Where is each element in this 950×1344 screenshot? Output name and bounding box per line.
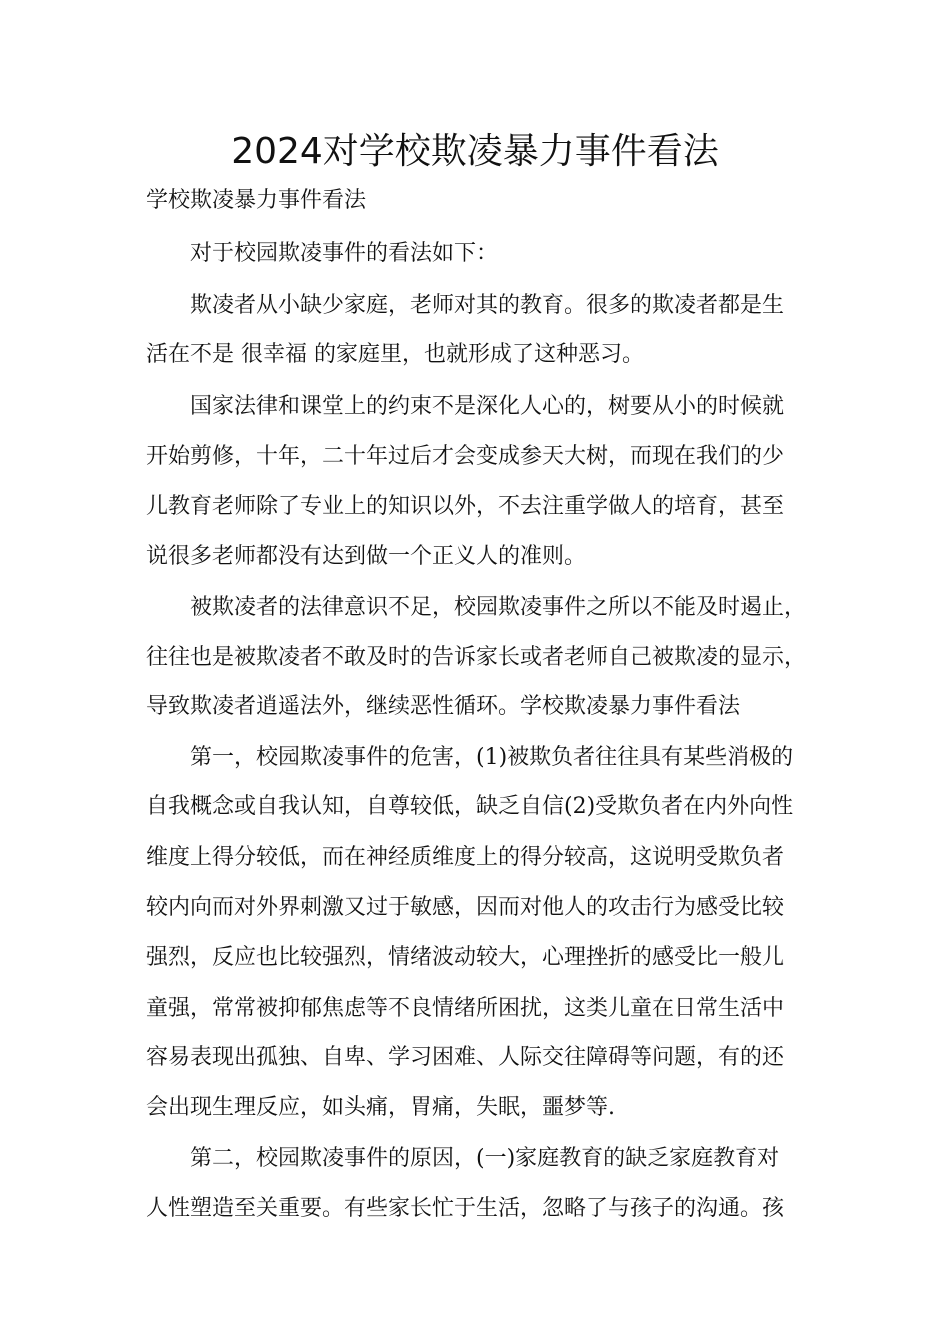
paragraph-line: 人性塑造至关重要。有些家长忙于生活，忽略了与孩子的沟通。孩 bbox=[146, 1196, 785, 1221]
paragraph-line: 儿教育老师除了专业上的知识以外，不去注重学做人的培育，甚至 bbox=[146, 494, 785, 519]
paragraph-line: 童强，常常被抑郁焦虑等不良情绪所困扰，这类儿童在日常生活中 bbox=[146, 996, 785, 1021]
paragraph-line: 较内向而对外界刺激又过于敏感，因而对他人的攻击行为感受比较 bbox=[146, 895, 785, 920]
paragraph-line: 强烈，反应也比较强烈，情绪波动较大，心理挫折的感受比一般儿 bbox=[146, 945, 785, 970]
paragraph-line: 自我概念或自我认知，自尊较低，缺乏自信(2)受欺负者在内外向性 bbox=[146, 794, 794, 819]
document-title: 2024对学校欺凌暴力事件看法 bbox=[231, 131, 719, 172]
paragraph-line: 导致欺凌者逍遥法外，继续恶性循环。学校欺凌暴力事件看法 bbox=[146, 694, 741, 719]
document-subtitle: 学校欺凌暴力事件看法 bbox=[146, 188, 367, 213]
paragraph-line: 对于校园欺凌事件的看法如下： bbox=[190, 241, 499, 266]
paragraph-line: 国家法律和课堂上的约束不是深化人心的，树要从小的时候就 bbox=[190, 394, 785, 419]
paragraph-line: 被欺凌者的法律意识不足，校园欺凌事件之所以不能及时遏止， bbox=[190, 595, 807, 620]
paragraph-line: 第一，校园欺凌事件的危害，(1)被欺负者往往具有某些消极的 bbox=[190, 745, 794, 770]
paragraph-line: 说很多老师都没有达到做一个正义人的准则。 bbox=[146, 544, 587, 569]
paragraph-line: 维度上得分较低，而在神经质维度上的得分较高，这说明受欺负者 bbox=[146, 845, 785, 870]
paragraph-line: 往往也是被欺凌者不敢及时的告诉家长或者老师自己被欺凌的显示， bbox=[146, 645, 807, 670]
paragraph-line: 活在不是 很幸福 的家庭里，也就形成了这种恶习。 bbox=[146, 342, 644, 367]
paragraph-line: 开始剪修，十年，二十年过后才会变成参天大树，而现在我们的少 bbox=[146, 444, 785, 469]
paragraph-line: 欺凌者从小缺少家庭，老师对其的教育。很多的欺凌者都是生 bbox=[190, 293, 785, 318]
paragraph-line: 第二，校园欺凌事件的原因，(一)家庭教育的缺乏家庭教育对 bbox=[190, 1146, 780, 1171]
paragraph-line: 会出现生理反应，如头痛，胃痛，失眠，噩梦等. bbox=[146, 1095, 615, 1120]
paragraph-line: 容易表现出孤独、自卑、学习困难、人际交往障碍等问题，有的还 bbox=[146, 1045, 785, 1070]
